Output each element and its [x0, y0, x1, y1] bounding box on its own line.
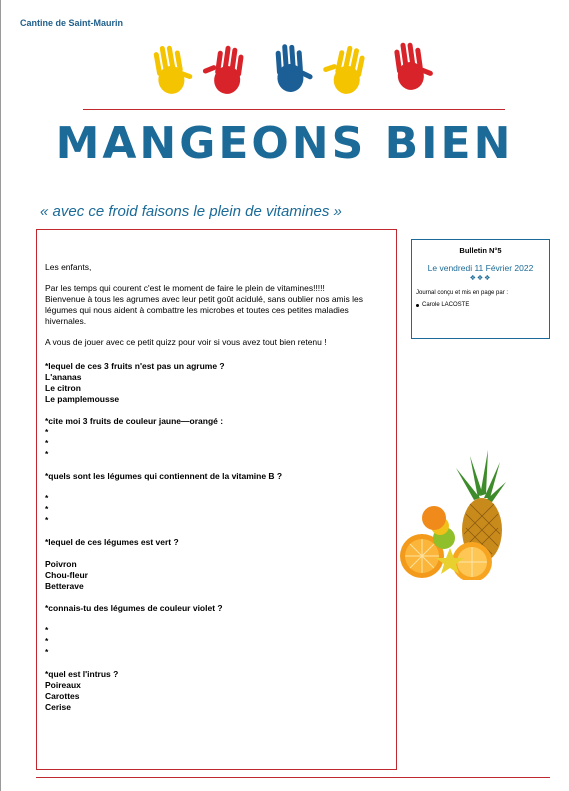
answer-option: Poivron — [45, 559, 77, 569]
question-1: *lequel de ces 3 fruits n'est pas un agrume ? — [45, 361, 225, 371]
question-block — [45, 603, 388, 658]
page-subtitle: « avec ce froid faisons le plein de vitamines » — [40, 203, 342, 220]
handprint-yellow-icon — [153, 42, 196, 96]
answer-blank: * — [45, 625, 49, 635]
answer-option: Betterave — [45, 581, 84, 591]
question-block — [45, 361, 388, 405]
fruit-illustration — [400, 448, 508, 580]
bulletin-number: Bulletin N°5 — [459, 246, 502, 255]
answer-blank: * — [45, 449, 49, 459]
question-block — [45, 669, 388, 713]
quiz-prompt: A vous de jouer avec ce petit quizz pour voir si vous avez tout bien retenu ! — [45, 337, 327, 347]
answer-blank: * — [45, 493, 49, 503]
decor-glyphs: ❖❖❖ — [469, 275, 492, 282]
intro-line-2: Bienvenue à tous les agrumes avec leur petit goût acidulé, sans oublier nos amis les légumes qui nous aident à combattre les microbes et toutes ces petites maladies hivernales. — [45, 294, 363, 326]
handprint-red-icon — [393, 40, 435, 92]
question-5: *connais-tu des légumes de couleur violet ? — [45, 603, 223, 613]
handprint-yellow-icon — [318, 41, 366, 96]
answer-option: Carottes — [45, 691, 80, 701]
bulletin-date: Le vendredi 11 Février 2022 — [427, 263, 534, 273]
handprint-blue-icon — [275, 42, 314, 92]
answer-blank: * — [45, 636, 49, 646]
answer-option: Le citron — [45, 383, 81, 393]
orange-icon — [422, 506, 446, 530]
answer-blank: * — [45, 647, 49, 657]
question-block — [45, 416, 388, 460]
question-block — [45, 537, 388, 592]
quiz-panel — [36, 229, 397, 770]
answer-blank: * — [45, 427, 49, 437]
answer-option: Poireaux — [45, 680, 81, 690]
question-4: *lequel de ces légumes est vert ? — [45, 537, 179, 547]
question-2: *cite moi 3 fruits de couleur jaune—orangé : — [45, 416, 224, 426]
answer-option: Le pamplemousse — [45, 394, 120, 404]
header-rule — [83, 109, 505, 110]
credits-label: Journal conçu et mis en page par : — [416, 290, 509, 296]
question-block — [45, 471, 388, 526]
bulletin-info-box — [411, 239, 550, 339]
answer-option: Chou-fleur — [45, 570, 88, 580]
answer-blank: * — [45, 504, 49, 514]
answer-option: L'ananas — [45, 372, 82, 382]
canteen-name: Cantine de Saint-Maurin — [20, 18, 124, 28]
author-line — [416, 302, 545, 308]
footer-rule — [36, 777, 550, 778]
pineapple-leaves-icon — [456, 450, 506, 502]
greeting: Les enfants, — [45, 262, 92, 272]
question-3: *quels sont les légumes qui contiennent de la vitamine B ? — [45, 471, 283, 481]
author-name: Carole LACOSTE — [422, 302, 470, 308]
answer-option: Cerise — [45, 702, 71, 712]
handprints-logo — [148, 40, 438, 100]
bullet-icon — [416, 304, 419, 307]
question-6: *quel est l'intrus ? — [45, 669, 119, 679]
handprint-red-icon — [199, 43, 244, 96]
page-title: MANGEONS BIEN — [55, 118, 514, 169]
answer-blank: * — [45, 438, 49, 448]
intro-line-1: Par les temps qui courent c'est le moment de faire le plein de vitamines!!!!! — [45, 283, 325, 293]
answer-blank: * — [45, 515, 49, 525]
